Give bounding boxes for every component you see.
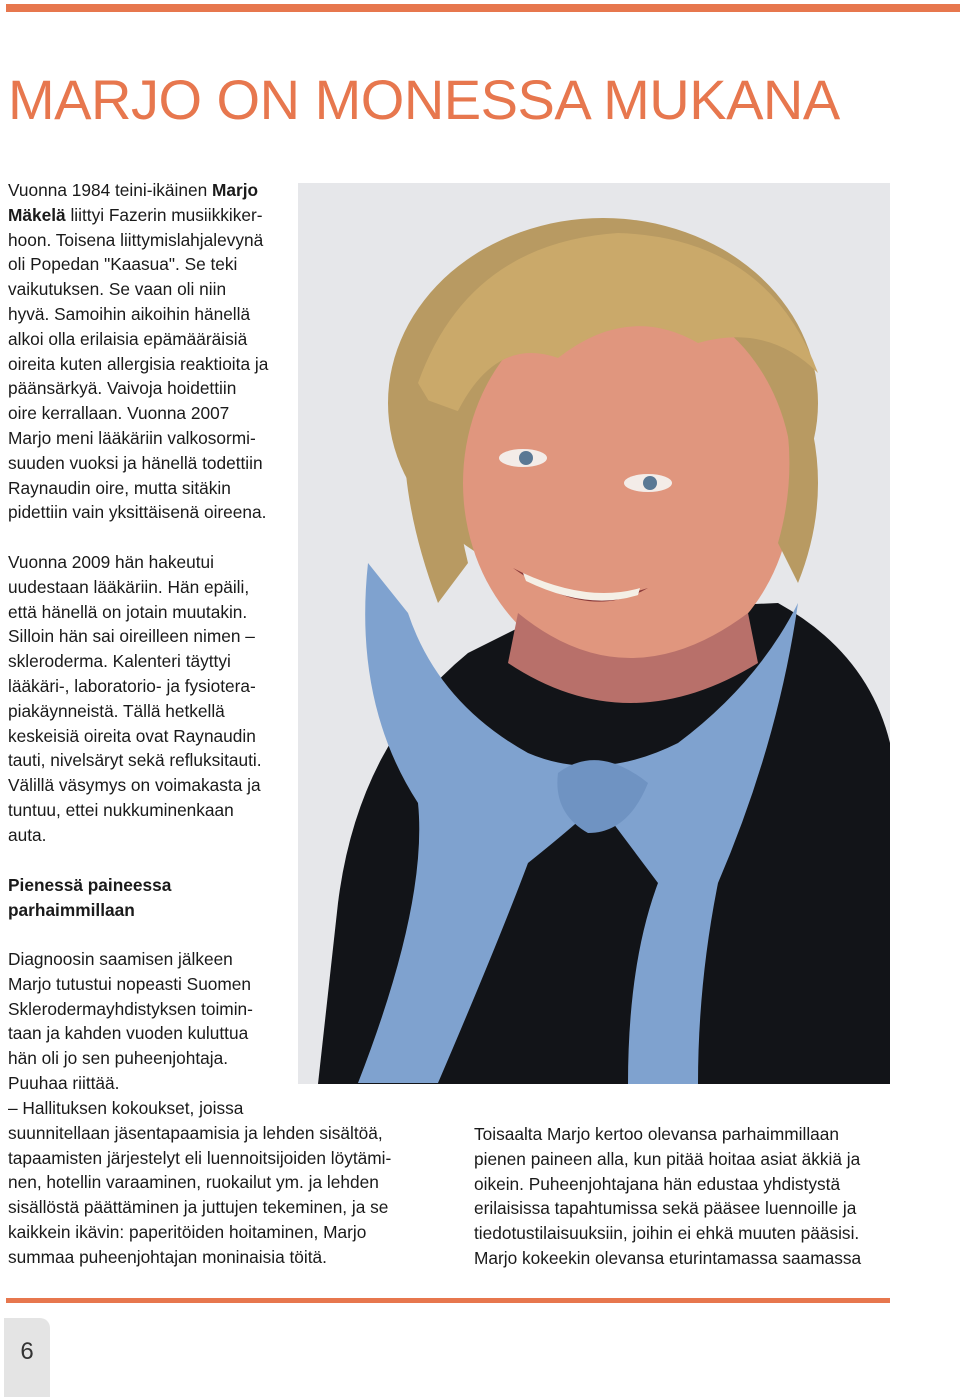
intro-after-name: liittyi Fazerin musiikkiker- [65, 204, 263, 225]
text-line: suunnitellaan jäsentapaamisia ja lehden sisältöä, [8, 1122, 383, 1143]
text-line: alkoi olla erilaisia epämääräisiä [8, 328, 248, 349]
text-line: oli Popedan "Kaasua". Se teki [8, 254, 238, 275]
text-line: hoon. Toisena liittymislahjalevynä [8, 229, 264, 250]
quote-paragraph [8, 1096, 428, 1270]
text-line: Marjo meni lääkäriin valkosormi- [8, 427, 256, 448]
text-line: vaikutuksen. Se vaan oli niin [8, 279, 227, 300]
text-line: Marjo tutustui nopeasti Suomen [8, 973, 252, 994]
intro-paragraph [8, 178, 293, 525]
article-title: MARJO ON MONESSA MUKANA [8, 68, 840, 131]
text-line: tiedotustilaisuuksiin, joihin ei ehkä muuten pääsisi. [474, 1223, 860, 1244]
text-line: erilaisissa tapahtumissa sekä pääsee luennoille ja [474, 1198, 857, 1219]
text-line: Toisaalta Marjo kertoo olevansa parhaimmillaan [474, 1124, 840, 1144]
text-line: – Hallituksen kokoukset, joissa [8, 1098, 244, 1118]
text-line: että hänellä on jotain muutakin. [8, 601, 248, 622]
association-paragraph [8, 947, 293, 1096]
text-line: oikein. Puheenjohtajana hän edustaa yhdistystä [474, 1173, 841, 1194]
text-line: Marjo kokeekin olevansa eturintamassa saamassa [474, 1247, 862, 1268]
subheading-line: Pienessä paineessa [8, 875, 172, 895]
diagnosis-paragraph [8, 550, 293, 848]
text-line: skleroderma. Kalenteri täyttyi [8, 651, 231, 672]
text-line: päänsärkyä. Vaivoja hoidettiin [8, 378, 237, 399]
text-line: Puuhaa riittää. [8, 1072, 120, 1093]
text-line: auta. [8, 824, 47, 845]
text-line: summaa puheenjohtajan moninaisia töitä. [8, 1246, 327, 1267]
top-accent-rule [6, 4, 960, 12]
text-line: Raynaudin oire, mutta sitäkin [8, 477, 231, 498]
text-line: piakäynneistä. Tällä hetkellä [8, 700, 225, 721]
text-line: tapaamisten järjestelyt eli luennoitsijoiden löytämi- [8, 1147, 392, 1168]
text-line: kaikkein ikävin: paperitöiden hoitaminen, Marjo [8, 1221, 367, 1242]
person-name-first: Marjo [212, 180, 259, 200]
right-column-paragraph [474, 1122, 894, 1271]
text-line: Diagnoosin saamisen jälkeen [8, 949, 233, 969]
section-subheading [8, 873, 293, 923]
text-line: pidettiin vain yksittäisenä oireena. [8, 502, 267, 523]
portrait-photo [298, 183, 890, 1084]
person-name-last: Mäkelä [8, 204, 66, 225]
text-line: pienen paineen alla, kun pitää hoitaa asiat äkkiä ja [474, 1148, 861, 1169]
text-line: keskeisiä oireita ovat Raynaudin [8, 725, 256, 746]
text-line: nen, hotellin varaaminen, ruokailut ym. ja lehden [8, 1172, 379, 1193]
text-line: suuden vuoksi ja hänellä todettiin [8, 452, 263, 473]
text-line: Silloin hän sai oireilleen nimen – [8, 626, 255, 647]
page-number: 6 [20, 1338, 34, 1365]
intro-line [8, 178, 293, 203]
text-line: oire kerrallaan. Vuonna 2007 [8, 403, 230, 424]
text-line: sisällöstä päättäminen ja juttujen tekeminen, ja se [8, 1197, 389, 1218]
text-line: lääkäri-, laboratorio- ja fysiotera- [8, 675, 256, 696]
text-line: tuntuu, ettei nukkuminenkaan [8, 799, 234, 820]
intro-lead: Vuonna 1984 teini-ikäinen [8, 180, 213, 200]
subheading-line: parhaimmillaan [8, 899, 135, 920]
text-line: Välillä väsymys on voimakasta ja [8, 775, 261, 796]
text-line: tauti, nivelsäryt sekä refluksitauti. [8, 750, 262, 771]
text-line: uudestaan lääkäriin. Hän epäili, [8, 576, 250, 597]
bottom-accent-rule [6, 1298, 890, 1303]
text-line: oireita kuten allergisia reaktioita ja [8, 353, 269, 374]
text-line: Sklerodermayhdistyksen toimin- [8, 998, 253, 1019]
text-line: hän oli jo sen puheenjohtaja. [8, 1048, 229, 1069]
text-line: taan ja kahden vuoden kuluttua [8, 1023, 249, 1044]
intro-line [8, 203, 293, 228]
text-line: hyvä. Samoihin aikoihin hänellä [8, 303, 251, 324]
portrait-illustration [298, 183, 890, 1084]
text-line: Vuonna 2009 hän hakeutui [8, 552, 214, 572]
